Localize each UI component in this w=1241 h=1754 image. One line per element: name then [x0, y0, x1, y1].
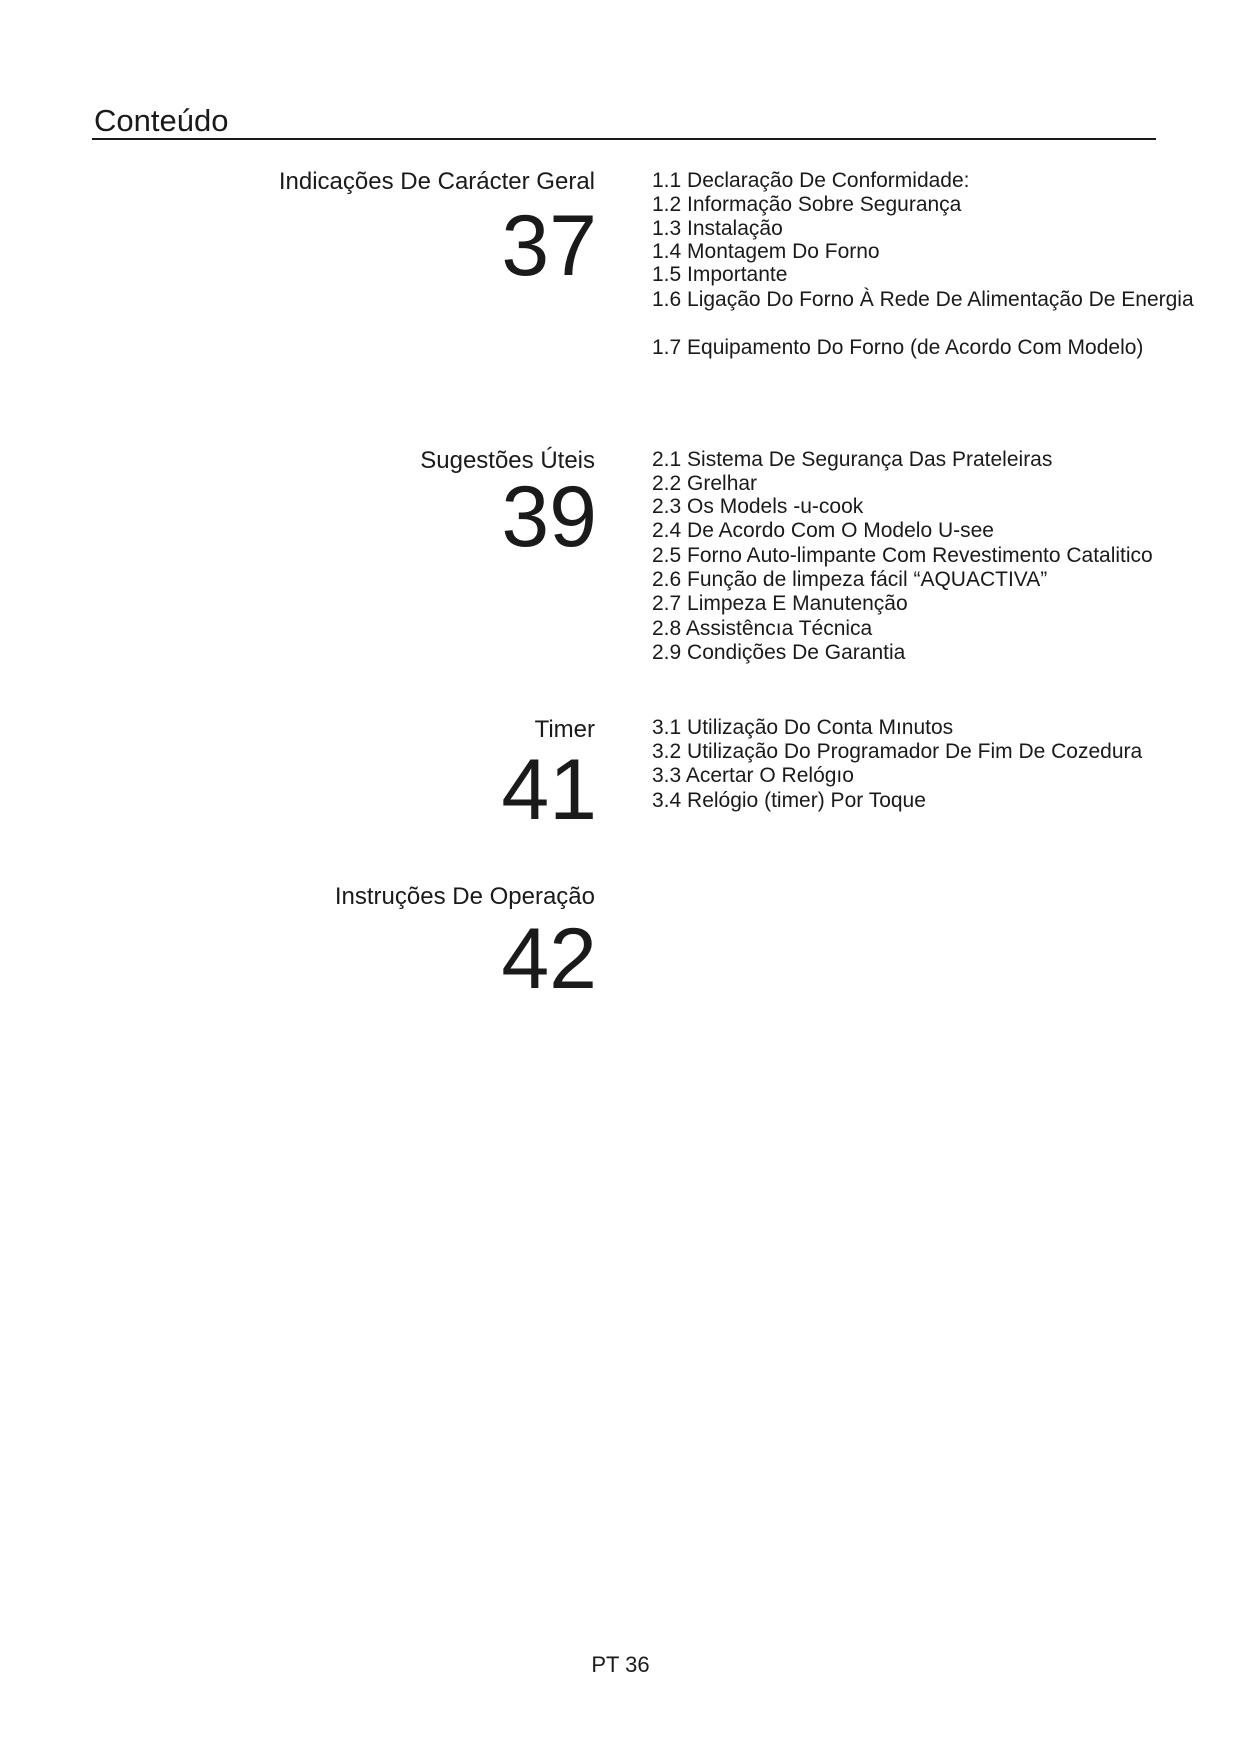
toc-entry[interactable]: 3.3 Acertar O Relógıo: [652, 764, 854, 787]
toc-entry[interactable]: 2.9 Condições De Garantia: [652, 641, 906, 664]
section-page-number: 37: [501, 198, 597, 294]
toc-entry[interactable]: 3.4 Relógio (timer) Por Toque: [652, 789, 926, 812]
toc-entry[interactable]: 2.5 Forno Auto-limpante Com Revestimento Catalitico: [652, 544, 1153, 567]
toc-entry[interactable]: 2.3 Os Models -u-cook: [652, 495, 864, 518]
section-page-number: 39: [501, 469, 597, 565]
toc-entry[interactable]: 1.5 Importante: [652, 263, 788, 286]
toc-entry[interactable]: 2.4 De Acordo Com O Modelo U-see: [652, 519, 994, 542]
toc-entry[interactable]: 1.2 Informação Sobre Segurança: [652, 193, 962, 216]
section-title-tips[interactable]: Sugestões Úteis: [420, 447, 595, 474]
toc-entry[interactable]: 2.7 Limpeza E Manutenção: [652, 592, 908, 615]
page-title: Conteúdo: [94, 103, 229, 138]
toc-entry[interactable]: 1.1 Declaração De Conformidade:: [652, 169, 970, 192]
title-divider: [92, 138, 1156, 140]
toc-entry[interactable]: 3.1 Utilização Do Conta Mınutos: [652, 716, 954, 739]
section-title-general[interactable]: Indicações De Carácter Geral: [278, 168, 595, 195]
toc-entry[interactable]: 2.6 Função de limpeza fácil “AQUACTIVA”: [652, 568, 1048, 591]
toc-entry[interactable]: 2.8 Assistêncıa Técnica: [652, 617, 873, 640]
toc-entry[interactable]: 2.2 Grelhar: [652, 472, 758, 495]
toc-entry-text: 1.6 Ligação Do Forno À Rede De Alimentação De Energia: [652, 288, 1194, 311]
section-title-operation[interactable]: Instruções De Operação: [334, 883, 595, 910]
toc-entry[interactable]: 1.7 Equipamento Do Forno (de Acordo Com Modelo): [652, 336, 1144, 359]
section-entries-timer: [652, 716, 1142, 813]
section-entries-tips: [652, 448, 1153, 665]
section-page-number: 41: [501, 742, 597, 838]
toc-entry[interactable]: 3.2 Utilização Do Programador De Fim De Cozedura: [652, 740, 1143, 763]
toc-entry[interactable]: 2.1 Sistema De Segurança Das Prateleiras: [652, 448, 1053, 471]
toc-entry[interactable]: [652, 288, 1194, 336]
section-entries-general: [652, 169, 1194, 360]
toc-entry[interactable]: 1.4 Montagem Do Forno: [652, 240, 880, 263]
page-footer: PT 36: [591, 1652, 650, 1677]
toc-entry[interactable]: 1.3 Instalação: [652, 217, 783, 240]
section-page-number: 42: [501, 911, 597, 1007]
section-title-timer[interactable]: Timer: [534, 716, 595, 743]
